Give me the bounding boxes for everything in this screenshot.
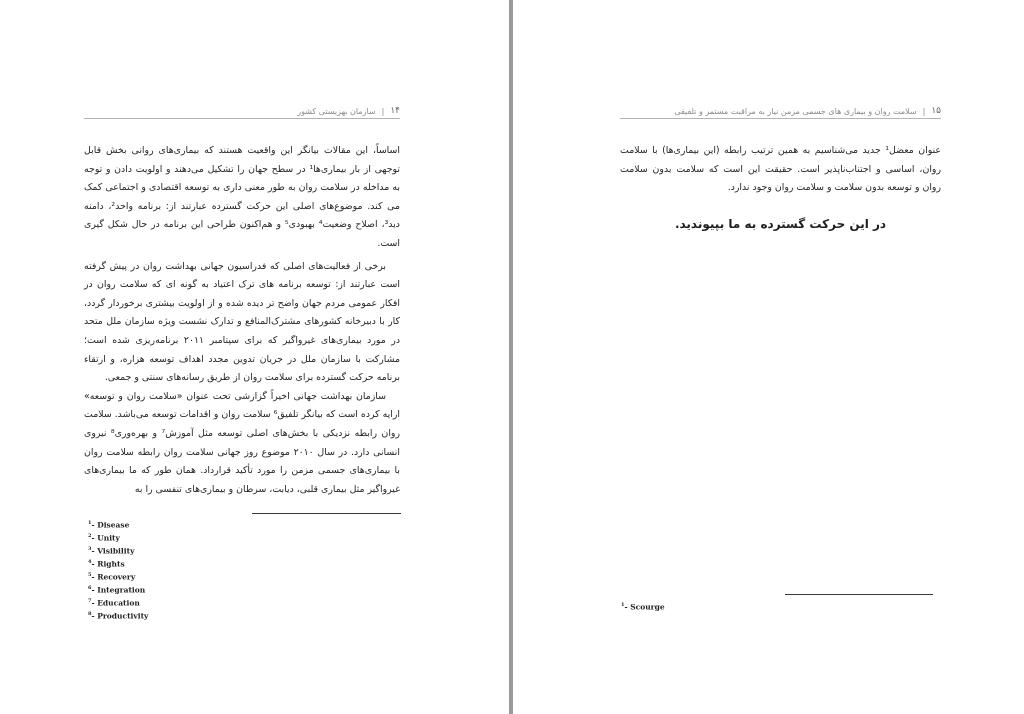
footnote: $^2$- Unity [88,533,120,543]
footnote: $^4$- Rights [88,559,125,569]
call-to-action-heading: در این حرکت گسترده به ما بپیوندید. [674,217,887,231]
footnotes [621,600,665,613]
left-page [0,0,509,714]
body-text [84,142,400,499]
footnote-divider [252,513,401,514]
paragraph: عنوان معضل¹ جدید می‌شناسیم به همین ترتیب رابطه (این بیماری‌ها) با سلامت روان، اساسی و اجتناب‌ناپذیر است. حقیقت این است که سلامت بدون سلامت روان و توسعه بدون سلامت و سلامت روان وجود ندارد. [620,145,941,194]
body-text [620,142,941,198]
header-separator: | [381,106,385,116]
footnote: $^3$- Visibility [88,546,135,556]
footnote-divider [785,594,933,595]
paragraph: اساساً، این مقالات بیانگر این واقعیت هستند که بیماری‌های روانی بخش قابل توجهی از بار بیماری‌ها¹ در سطح جهان را تشکیل می‌دهند و اولویت دادن و توجه به مداخله در سلامت روان به طور معنی داری به توسعه اقتصادی و اجتماعی کمک می کند. موضوع‌های اصلی این حرکت گسترده عبارتند از: برنامه واحد²، دامنه دید³، اصلاح وضعیت⁴ بهبودی⁵ و هم‌اکنون طراحی این برنامه در حال شکل گیری است. [84,145,400,249]
page-number: ۱۴ [390,106,400,116]
header-separator: | [922,106,926,116]
header-title: سازمان بهزیستی کشور [297,106,376,116]
right-page [513,0,1024,714]
footnote: $^6$- Integration [88,585,146,595]
paragraph: برخی از فعالیت‌های اصلی که فدراسیون جهانی بهداشت روان در پیش گرفته است عبارتند از: توسعه برنامه های ترک اعتیاد به گونه ای که سلامت روان در افکار عمومی مردم جهان واضح تر دیده شده و از اولویت بیشتری برخوردار گردد، کار با دبیرخانه کشورهای مشترک‌المنافع و تدارک نشست ویژه سازمان ملل متحد در مورد بیماری‌های غیرواگیر که برای سپتامبر ۲۰۱۱ برنامه‌ریزی شده است؛ مشارکت با سازمان ملل در جریان تدوین مجدد اهداف توسعه هزاره، و ارتقاء برنامه حرکت گسترده برای سلامت روان از طریق رسانه‌های سنتی و جمعی. [84,260,400,384]
page-header [620,104,941,119]
header-title: سلامت روان و بیماری های جسمی مزمن نیاز به مراقبت مستمر و تلفیقی [674,106,917,116]
paragraph: سازمان بهداشت جهانی اخیراً گزارشی تحت عنوان «سلامت روان و توسعه» ارایه کرده است که بیانگر تلفیق⁶ سلامت روان و اقدامات توسعه می‌باشد. سلامت روان رابطه نزدیکی با بخش‌های اصلی توسعه مثل آموزش⁷ و بهره‌وری⁸ نیروی انسانی دارد. در سال ۲۰۱۰ موضوع روز جهانی سلامت روان رابطه سلامت روان با بیماری‌های جسمی مزمن را مورد تأکید قرارداد. همان طور که ما بیماری‌های غیرواگیر مثل بیماری قلبی، دیابت، سرطان و بیماری‌های تنفسی را به [84,390,400,495]
footnote: $^1$- Scourge [621,602,665,612]
footnote: $^5$- Recovery [88,572,136,582]
page-number: ۱۵ [931,106,941,116]
footnote: $^8$- Productivity [88,611,149,621]
footnotes [88,518,148,622]
footnote: $^1$- Disease [88,520,130,530]
page-header [84,104,400,119]
footnote: $^7$- Education [88,598,140,608]
